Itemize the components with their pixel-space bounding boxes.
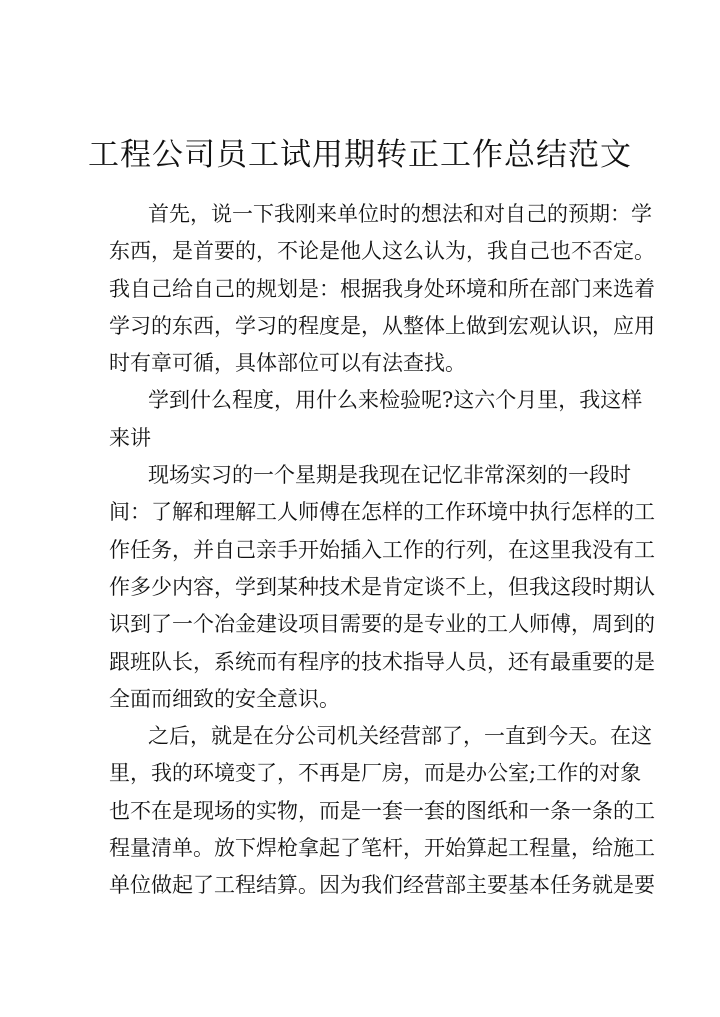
text-line: 之后，就是在分公司机关经营部了，一直到今天。在这 bbox=[148, 724, 652, 749]
text-line: 程量清单。放下焊枪拿起了笔杆，开始算起工程量，给施工 bbox=[109, 836, 655, 861]
text-line: 现场实习的一个星期是我现在记忆非常深刻的一段时 bbox=[148, 463, 631, 488]
text-line: 来讲 bbox=[109, 425, 151, 450]
text-line: 时有章可循，具体部位可以有法查找。 bbox=[109, 351, 466, 376]
text-line: 识到了一个冶金建设项目需要的是专业的工人师傅，周到的 bbox=[109, 612, 655, 637]
text-line: 作多少内容，学到某种技术是肯定谈不上，但我这段时期认 bbox=[109, 574, 655, 599]
text-line: 东西，是首要的，不论是他人这么认为，我自己也不否定。 bbox=[109, 239, 655, 264]
text-line: 跟班队长，系统而有程序的技术指导人员，还有最重要的是 bbox=[109, 649, 655, 674]
text-line: 也不在是现场的实物，而是一套一套的图纸和一条一条的工 bbox=[109, 798, 655, 823]
text-line: 里，我的环境变了，不再是厂房，而是办公室;工作的对象 bbox=[109, 761, 642, 786]
text-line: 作任务，并自己亲手开始插入工作的行列，在这里我没有工 bbox=[109, 537, 655, 562]
document-body bbox=[109, 196, 655, 905]
text-line: 学习的东西，学习的程度是，从整体上做到宏观认识，应用 bbox=[109, 313, 655, 338]
text-line: 我自己给自己的规划是：根据我身处环境和所在部门来选着 bbox=[109, 276, 655, 301]
text-line: 学到什么程度，用什么来检验呢?这六个月里，我这样 bbox=[148, 388, 643, 413]
document-title: 工程公司员工试用期转正工作总结范文 bbox=[88, 137, 632, 173]
text-line: 全面而细致的安全意识。 bbox=[109, 686, 340, 711]
text-line: 首先，说一下我刚来单位时的想法和对自己的预期：学 bbox=[148, 202, 652, 226]
text-line: 间：了解和理解工人师傅在怎样的工作环境中执行怎样的工 bbox=[109, 500, 655, 525]
text-line: 单位做起了工程结算。因为我们经营部主要基本任务就是要 bbox=[109, 873, 655, 898]
